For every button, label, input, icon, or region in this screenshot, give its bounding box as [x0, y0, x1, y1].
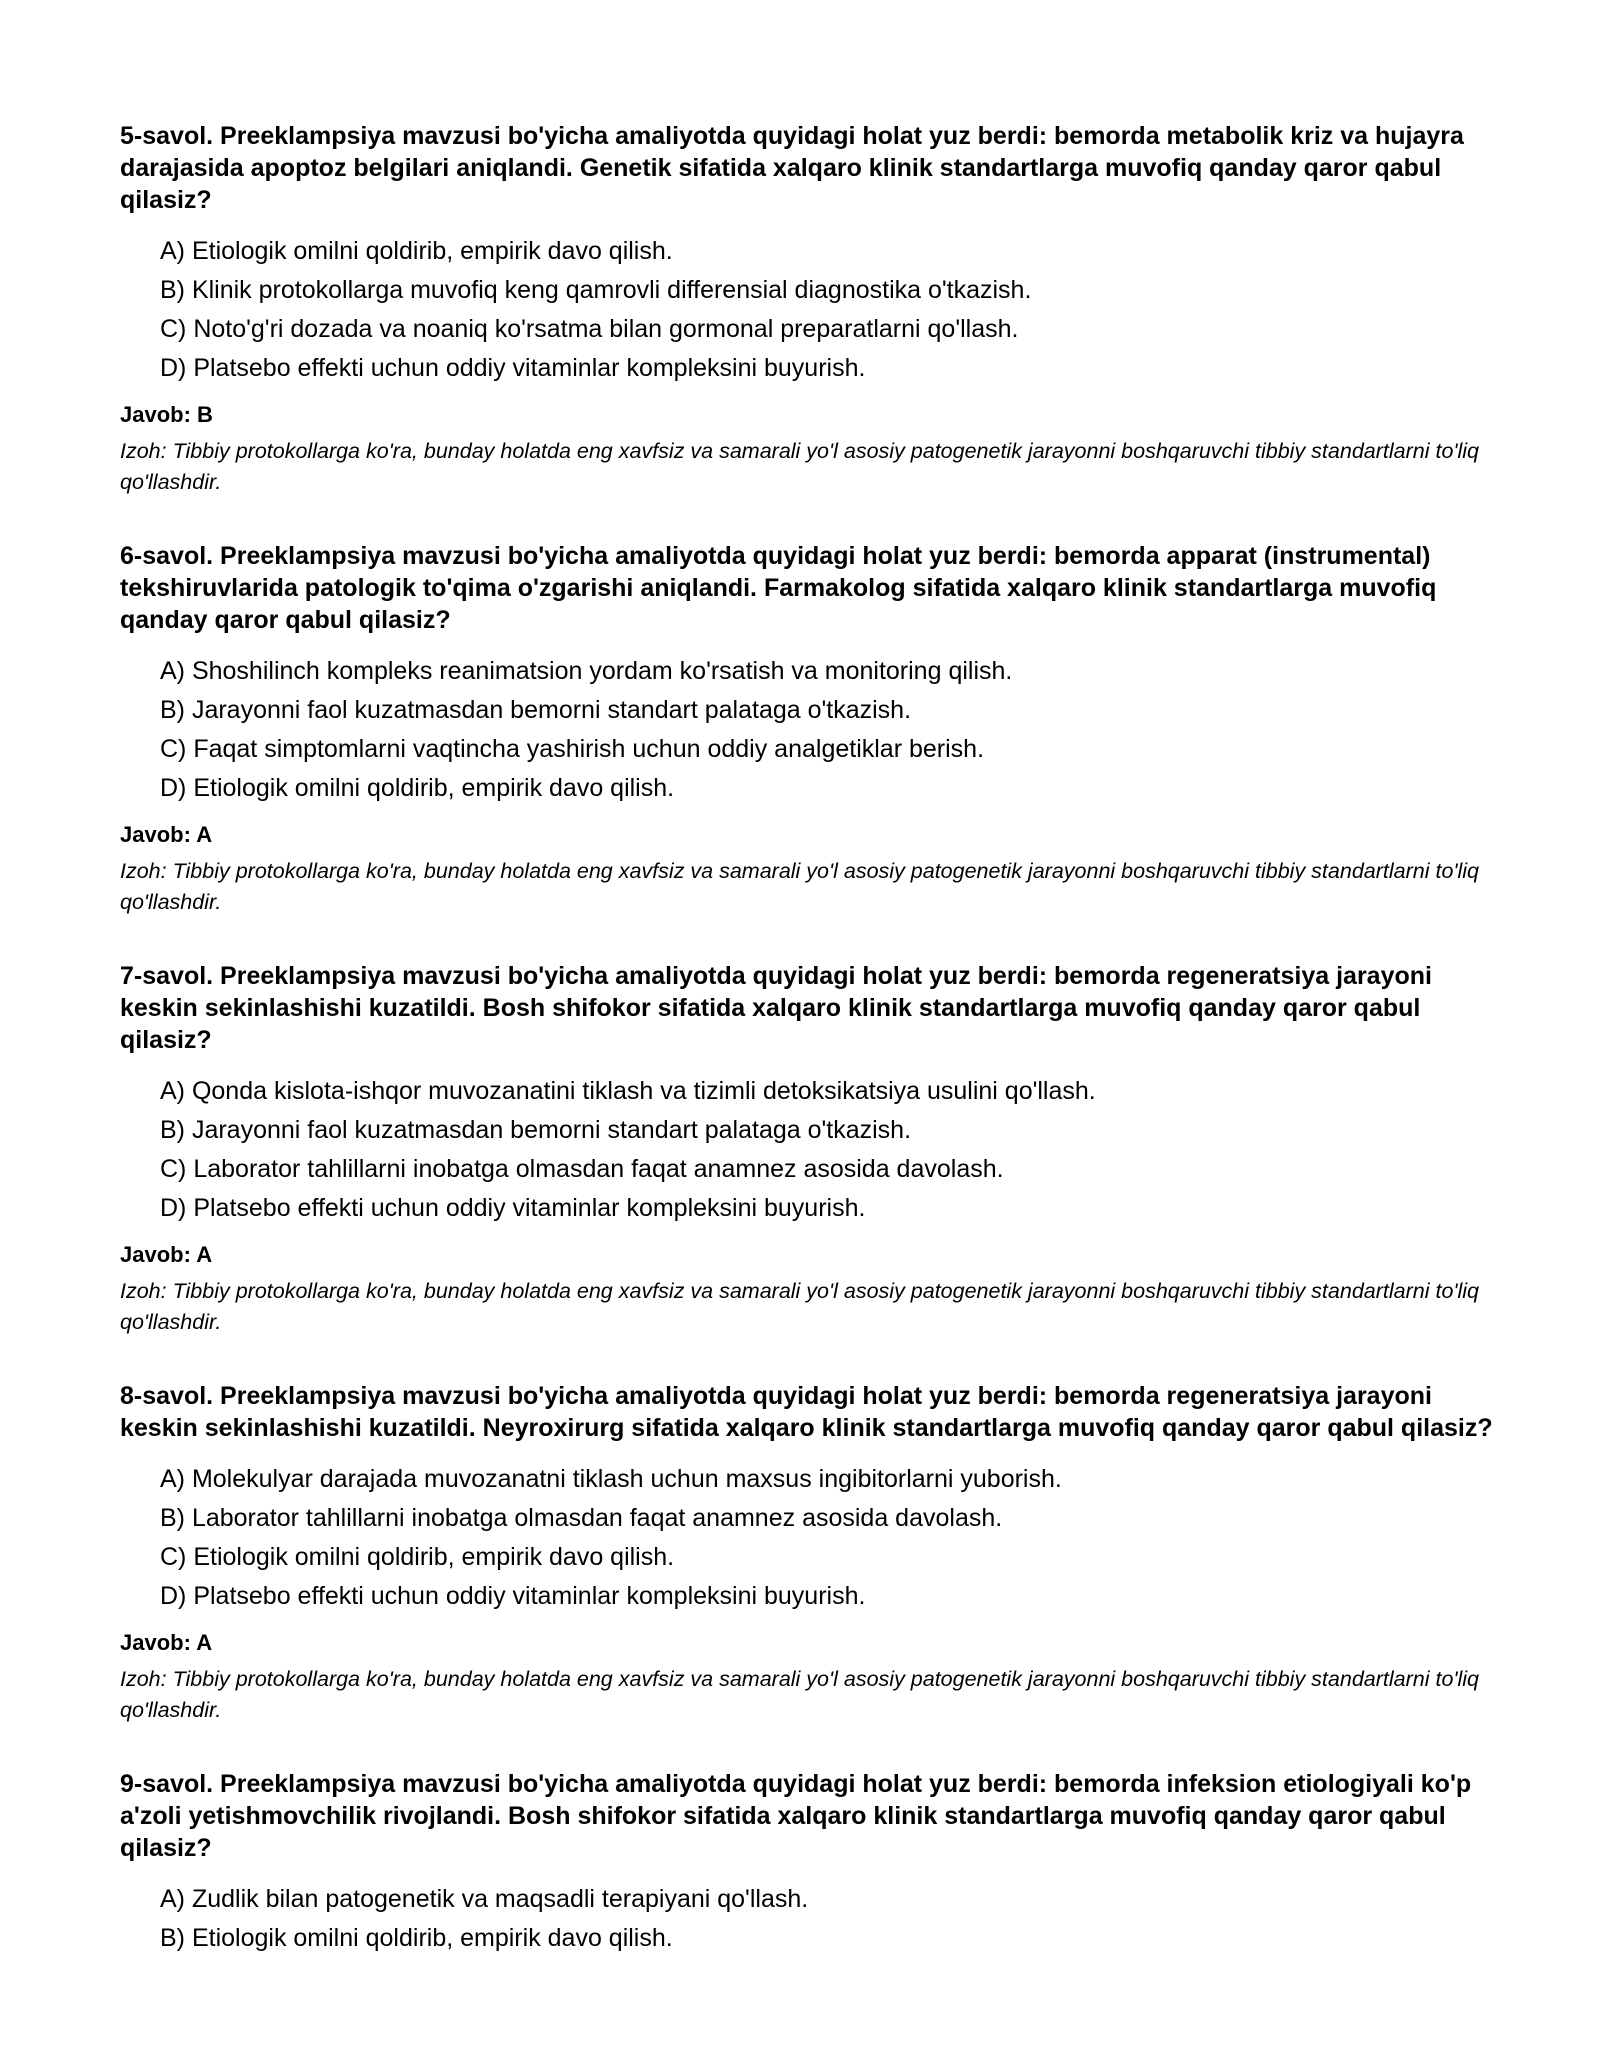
option-a: A) Shoshilinch kompleks reanimatsion yordam ko'rsatish va monitoring qilish. [160, 657, 1013, 685]
option-d: D) Platsebo effekti uchun oddiy vitaminlar kompleksini buyurish. [160, 1194, 866, 1222]
question-block-8 [120, 1380, 1500, 1726]
options-list [120, 1880, 1500, 1958]
option-b: B) Jarayonni faol kuzatmasdan bemorni standart palataga o'tkazish. [160, 1116, 912, 1144]
question-block-6 [120, 540, 1500, 918]
answer-label: Javob: A [120, 1630, 213, 1655]
option-d: D) Platsebo effekti uchun oddiy vitaminlar kompleksini buyurish. [160, 1582, 866, 1610]
options-list [120, 652, 1500, 808]
option-a: A) Molekulyar darajada muvozanatni tiklash uchun maxsus ingibitorlarni yuborish. [160, 1465, 1062, 1493]
option-b: B) Etiologik omilni qoldirib, empirik davo qilish. [160, 1924, 673, 1952]
option-a: A) Qonda kislota-ishqor muvozanatini tiklash va tizimli detoksikatsiya usulini qo'llash. [160, 1077, 1096, 1105]
answer-label: Javob: B [120, 402, 213, 427]
explanation-note: Izoh: Tibbiy protokollarga ko'ra, bunday holatda eng xavfsiz va samarali yo'l asosiy patogenetik jarayonni boshqaruvchi tibbiy standartlarni to'liq qo'llashdir. [120, 1279, 1480, 1334]
option-a: A) Zudlik bilan patogenetik va maqsadli terapiyani qo'llash. [160, 1885, 809, 1913]
answer-label: Javob: A [120, 1242, 213, 1267]
explanation-note: Izoh: Tibbiy protokollarga ko'ra, bunday holatda eng xavfsiz va samarali yo'l asosiy patogenetik jarayonni boshqaruvchi tibbiy standartlarni to'liq qo'llashdir. [120, 1667, 1480, 1722]
option-c: C) Etiologik omilni qoldirib, empirik davo qilish. [160, 1543, 675, 1571]
question-title: 6-savol. Preeklampsiya mavzusi bo'yicha amaliyotda quyidagi holat yuz berdi: bemorda apparat (instrumental) tekshiruvlarida patologik to'qima o'zgarishi aniqlandi. Farmakolog sifatida xalqaro klinik standartlarga muvofiq qanday qaror qabul qilasiz? [120, 542, 1437, 634]
answer-label: Javob: A [120, 822, 213, 847]
option-d: D) Etiologik omilni qoldirib, empirik davo qilish. [160, 774, 675, 802]
option-b: B) Klinik protokollarga muvofiq keng qamrovli differensial diagnostika o'tkazish. [160, 276, 1032, 304]
question-block-5 [120, 120, 1500, 498]
question-block-7 [120, 960, 1500, 1338]
question-title: 9-savol. Preeklampsiya mavzusi bo'yicha amaliyotda quyidagi holat yuz berdi: bemorda infeksion etiologiyali ko'p a'zoli yetishmovchilik rivojlandi. Bosh shifokor sifatida xalqaro klinik standartlarga muvofiq qanday qaror qabul qilasiz? [120, 1770, 1472, 1862]
explanation-note: Izoh: Tibbiy protokollarga ko'ra, bunday holatda eng xavfsiz va samarali yo'l asosiy patogenetik jarayonni boshqaruvchi tibbiy standartlarni to'liq qo'llashdir. [120, 859, 1480, 914]
option-a: A) Etiologik omilni qoldirib, empirik davo qilish. [160, 237, 673, 265]
option-b: B) Jarayonni faol kuzatmasdan bemorni standart palataga o'tkazish. [160, 696, 912, 724]
option-b: B) Laborator tahlillarni inobatga olmasdan faqat anamnez asosida davolash. [160, 1504, 1003, 1532]
options-list [120, 232, 1500, 388]
option-d: D) Platsebo effekti uchun oddiy vitaminlar kompleksini buyurish. [160, 354, 866, 382]
options-list [120, 1072, 1500, 1228]
explanation-note: Izoh: Tibbiy protokollarga ko'ra, bunday holatda eng xavfsiz va samarali yo'l asosiy patogenetik jarayonni boshqaruvchi tibbiy standartlarni to'liq qo'llashdir. [120, 439, 1480, 494]
option-c: C) Faqat simptomlarni vaqtincha yashirish uchun oddiy analgetiklar berish. [160, 735, 985, 763]
question-title: 8-savol. Preeklampsiya mavzusi bo'yicha amaliyotda quyidagi holat yuz berdi: bemorda regeneratsiya jarayoni keskin sekinlashishi kuzatildi. Neyroxirurg sifatida xalqaro klinik standartlarga muvofiq qanday qaror qabul qilasiz? [120, 1382, 1493, 1442]
option-c: C) Noto'g'ri dozada va noaniq ko'rsatma bilan gormonal preparatlarni qo'llash. [160, 315, 1019, 343]
option-c: C) Laborator tahlillarni inobatga olmasdan faqat anamnez asosida davolash. [160, 1155, 1004, 1183]
document-page [120, 120, 1500, 2000]
question-title: 7-savol. Preeklampsiya mavzusi bo'yicha amaliyotda quyidagi holat yuz berdi: bemorda regeneratsiya jarayoni keskin sekinlashishi kuzatildi. Bosh shifokor sifatida xalqaro klinik standartlarga muvofiq qanday qaror qabul qilasiz? [120, 962, 1432, 1054]
question-block-9 [120, 1768, 1500, 1958]
options-list [120, 1460, 1500, 1616]
question-title: 5-savol. Preeklampsiya mavzusi bo'yicha amaliyotda quyidagi holat yuz berdi: bemorda metabolik kriz va hujayra darajasida apoptoz belgilari aniqlandi. Genetik sifatida xalqaro klinik standartlarga muvofiq qanday qaror qabul qilasiz? [120, 122, 1464, 214]
